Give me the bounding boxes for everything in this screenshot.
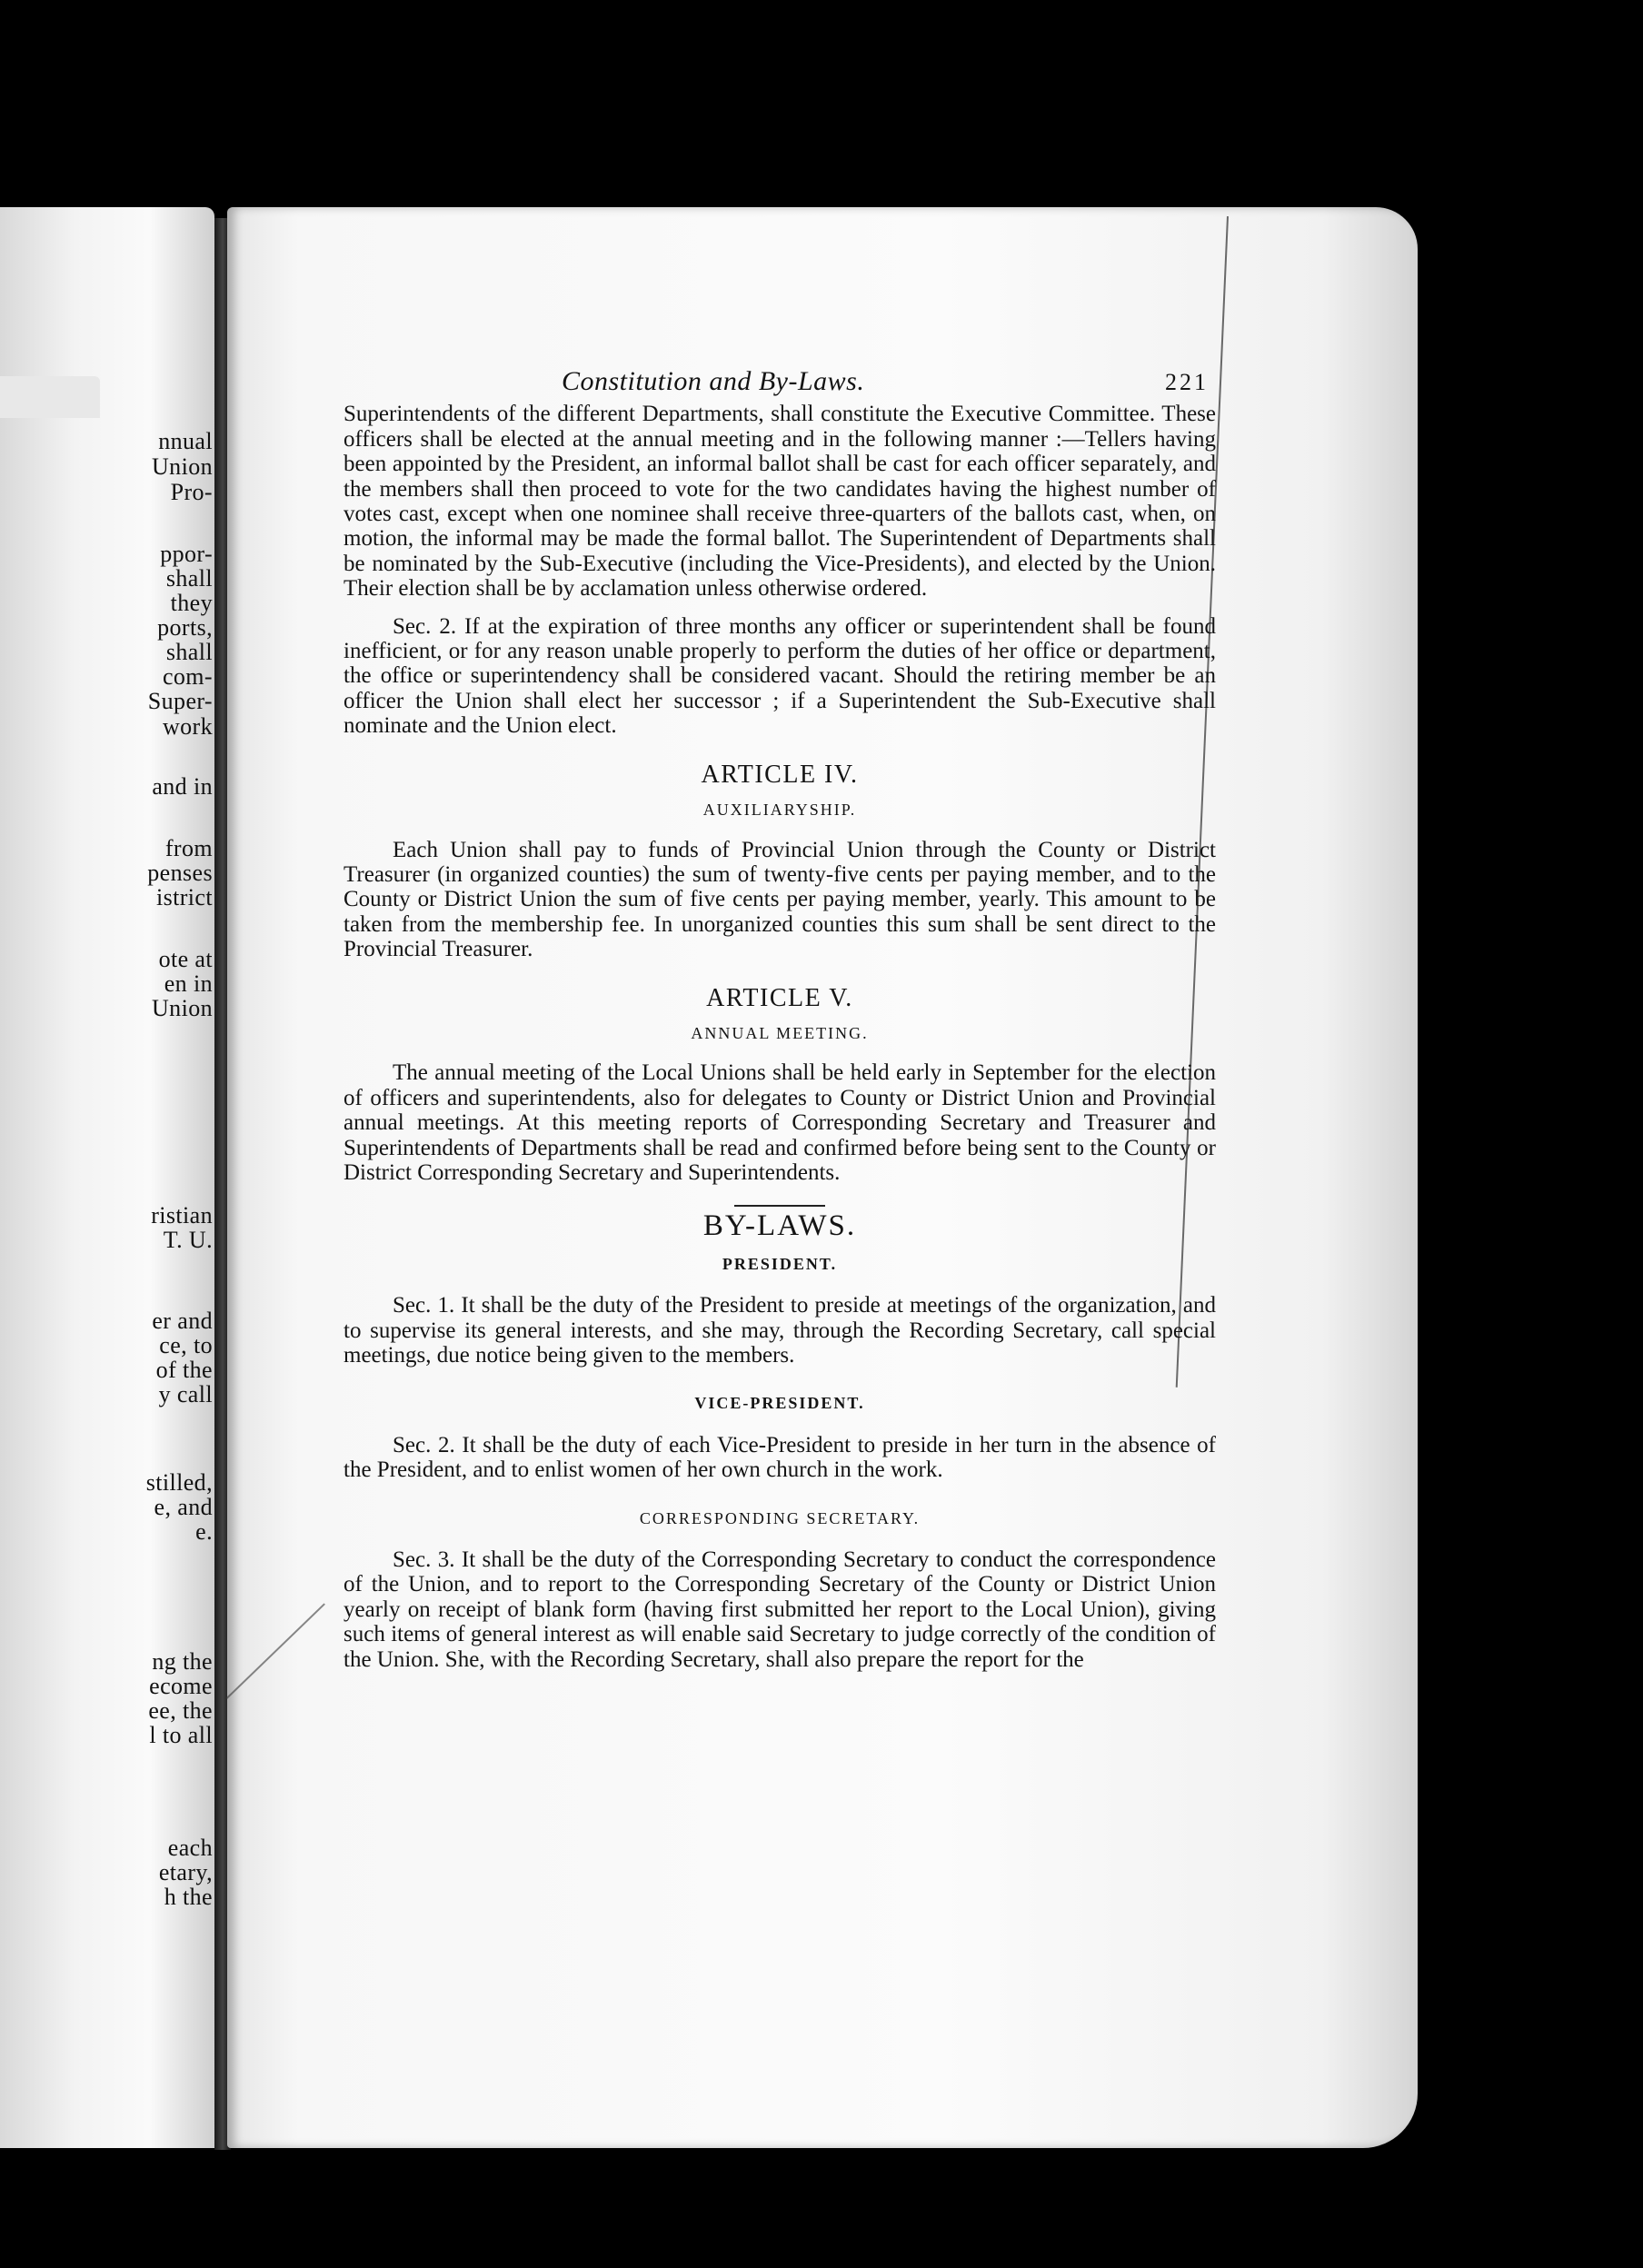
page-header xyxy=(562,366,1209,396)
left-page-fragment: etary, xyxy=(158,1859,213,1885)
left-page-fragment: h the xyxy=(164,1884,213,1910)
left-page-fragment: ports, xyxy=(157,614,213,641)
corresponding-secretary-paragraph: Sec. 3. It shall be the duty of the Corresponding Secretary to conduct the correspondence of the Union, and to report to the Corresponding Secretary of the County or District Union yearly on receipt of blank form (having first submitted her report to the Local Union), giving such items of general interest as will enable said Secretary to judge correctly of the condition of the Union. She, with the Recording Secretary, shall also prepare the report for the xyxy=(344,1547,1216,1672)
left-page-fragment: ppor- xyxy=(160,541,213,567)
left-page-fragment: and in xyxy=(152,773,213,800)
president-paragraph: Sec. 1. It shall be the duty of the President to preside at meetings of the organization, and to supervise its general interests, and she may, through the Recording Secretary, call special meetings, due notice being given to the members. xyxy=(344,1293,1216,1368)
article-5-title: ARTICLE V. xyxy=(706,983,853,1012)
left-page-fragment: from xyxy=(164,835,213,861)
left-page-fragment: each xyxy=(167,1835,213,1861)
left-page-fragment: Super- xyxy=(147,688,213,714)
article-5-paragraph: The annual meeting of the Local Unions shall be held early in September for the election of officers and superintendents, also for delegates to County or District Union and Provincial annual meetings. At this meeting reports of Corresponding Secretary and Treasurer and Superintendents of Departments shall be read and confirmed before being sent to the County or District Corresponding Secretary and Superintendents. xyxy=(344,1060,1216,1185)
article-4-paragraph: Each Union shall pay to funds of Provincial Union through the County or District Treasurer (in organized counties) the sum of twenty-five cents per paying member, and to the County or District Union the sum of five cents per paying member, yearly. This amount to be taken from the membership fee. In unorganized counties this sum shall be sent direct to the Provincial Treasurer. xyxy=(344,837,1216,962)
left-page-fragment: Union xyxy=(152,453,213,480)
left-page-tab xyxy=(0,376,100,418)
left-page-fragment: shall xyxy=(165,639,213,665)
running-head: Constitution and By-Laws. xyxy=(562,366,865,396)
left-page-fragment: of the xyxy=(155,1357,213,1383)
left-page-fragment: stilled, xyxy=(145,1469,213,1496)
left-page-fragment: istrict xyxy=(155,884,213,910)
left-page-fragment: l to all xyxy=(149,1722,213,1748)
article-5-caption: ANNUAL MEETING. xyxy=(691,1023,869,1042)
left-page-fragment: nnual xyxy=(158,428,213,454)
bylaws-rule xyxy=(734,1205,825,1207)
vice-president-paragraph: Sec. 2. It shall be the duty of each Vice-President to preside in her turn in the absence of the President, and to enlist women of her own church in the work. xyxy=(344,1432,1216,1483)
left-page-fragment: e. xyxy=(195,1518,213,1545)
section-2-paragraph: Sec. 2. If at the expiration of three months any officer or superintendent shall be found inefficient, or for any reason unable properly to perform the duties of her office or department, the office or superintendency shall be considered vacant. Should the retiring member be an officer the Union shall elect her successor ; if a Superintendent the Sub-Executive shall nominate and the Union elect. xyxy=(344,613,1216,739)
left-page-fragment: ee, the xyxy=(148,1697,213,1724)
left-page-fragment: penses xyxy=(147,860,213,886)
left-page-fragment: work xyxy=(162,713,213,740)
left-page-fragment: they xyxy=(170,590,213,616)
page-number: 221 xyxy=(1165,369,1209,395)
bylaws-title: BY-LAWS. xyxy=(702,1209,857,1243)
intro-paragraph: Superintendents of the different Departments, shall constitute the Executive Committee. These officers shall be elected at the annual meeting and in the following manner :—Tellers having been appointed by the President, an informal ballot shall be cast for each officer separately, and the members shall then proceed to vote for the two candidates having the highest number of votes cast, except when one nominee shall receive three-quarters of the ballots cast, when, on motion, the informal may be made the formal ballot. The Superintendent of Departments shall be nominated by the Sub-Executive (including the Vice-Presidents), and elected by the Union. Their election shall be by acclamation unless otherwise ordered. xyxy=(344,402,1216,602)
article-4-caption: AUXILIARYSHIP. xyxy=(702,801,857,820)
left-page-fragment: ce, to xyxy=(159,1332,213,1358)
left-page-fragment: Pro- xyxy=(170,479,213,505)
left-page-fragment: ecome xyxy=(149,1673,213,1699)
left-page-fragment: ng the xyxy=(152,1648,213,1675)
page-text xyxy=(344,366,1216,1672)
right-page xyxy=(227,207,1418,2148)
left-page-fragment: shall xyxy=(165,565,213,592)
pen-mark-stroke xyxy=(226,1603,325,1699)
left-page-fragment: ote at xyxy=(158,946,213,972)
left-page-fragment: T. U. xyxy=(163,1227,213,1253)
left-page-fragment: e, and xyxy=(154,1494,213,1520)
left-page xyxy=(0,207,214,2148)
left-page-fragment: com- xyxy=(162,663,213,690)
article-4-title: ARTICLE IV. xyxy=(701,760,859,789)
vice-president-caption: VICE-PRESIDENT. xyxy=(694,1394,865,1413)
corresponding-secretary-caption: CORRESPONDING SECRETARY. xyxy=(639,1508,921,1527)
left-page-fragment: er and xyxy=(152,1308,213,1334)
left-page-fragment: en in xyxy=(164,970,213,997)
left-page-fragment: Union xyxy=(152,995,213,1021)
president-caption: PRESIDENT. xyxy=(722,1254,838,1273)
left-page-fragment: ristian xyxy=(151,1202,213,1228)
left-page-fragment: y call xyxy=(158,1381,213,1408)
